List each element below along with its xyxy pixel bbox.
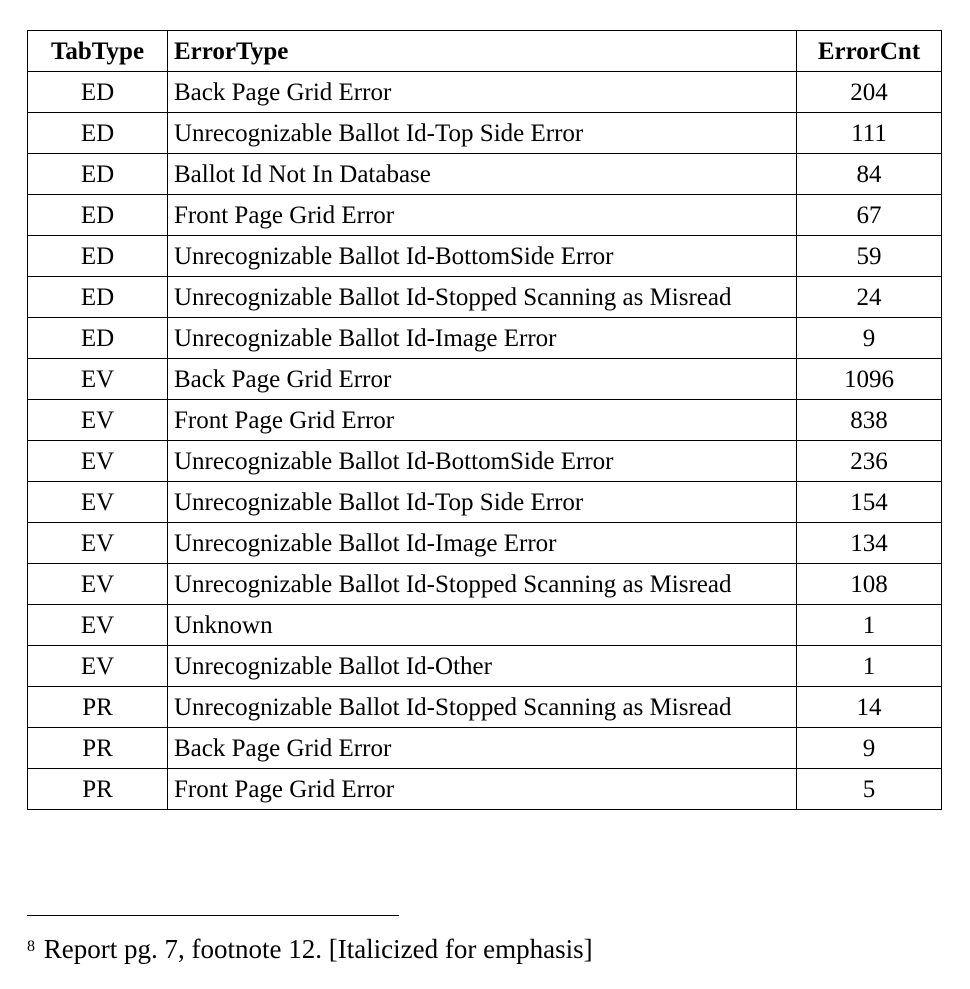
cell-error-cnt: 236 (797, 441, 942, 482)
table-row (28, 728, 942, 769)
cell-error-type: Unrecognizable Ballot Id-Other (168, 646, 797, 687)
table-row (28, 769, 942, 810)
cell-error-cnt: 108 (797, 564, 942, 605)
cell-error-type: Back Page Grid Error (168, 359, 797, 400)
cell-tab-type: PR (28, 769, 168, 810)
cell-error-type: Unrecognizable Ballot Id-Stopped Scanning as Misread (168, 687, 797, 728)
cell-error-cnt: 59 (797, 236, 942, 277)
cell-error-cnt: 838 (797, 400, 942, 441)
table-row (28, 318, 942, 359)
cell-tab-type: EV (28, 359, 168, 400)
cell-error-type: Back Page Grid Error (168, 72, 797, 113)
footnote-divider (27, 915, 399, 916)
cell-error-cnt: 1 (797, 646, 942, 687)
cell-tab-type: EV (28, 605, 168, 646)
table-row (28, 441, 942, 482)
table-body (28, 72, 942, 810)
cell-error-type: Front Page Grid Error (168, 769, 797, 810)
cell-tab-type: ED (28, 113, 168, 154)
table-row (28, 564, 942, 605)
cell-error-cnt: 5 (797, 769, 942, 810)
header-tab-type: TabType (28, 31, 168, 72)
cell-error-type: Unrecognizable Ballot Id-Image Error (168, 523, 797, 564)
table-row (28, 605, 942, 646)
cell-tab-type: PR (28, 687, 168, 728)
cell-error-cnt: 154 (797, 482, 942, 523)
table-row (28, 277, 942, 318)
table-row (28, 359, 942, 400)
cell-error-type: Front Page Grid Error (168, 400, 797, 441)
header-error-type: ErrorType (168, 31, 797, 72)
cell-tab-type: EV (28, 564, 168, 605)
cell-error-cnt: 84 (797, 154, 942, 195)
cell-tab-type: EV (28, 441, 168, 482)
cell-error-type: Front Page Grid Error (168, 195, 797, 236)
cell-tab-type: ED (28, 72, 168, 113)
table-row (28, 72, 942, 113)
cell-tab-type: EV (28, 482, 168, 523)
cell-tab-type: PR (28, 728, 168, 769)
cell-error-cnt: 24 (797, 277, 942, 318)
header-error-cnt: ErrorCnt (797, 31, 942, 72)
cell-error-cnt: 9 (797, 318, 942, 359)
footnote-text: Report pg. 7, footnote 12. [Italicized for emphasis] (43, 934, 593, 964)
cell-error-type: Unrecognizable Ballot Id-Top Side Error (168, 482, 797, 523)
table-row (28, 113, 942, 154)
cell-error-type: Unrecognizable Ballot Id-BottomSide Error (168, 236, 797, 277)
table-row (28, 482, 942, 523)
cell-tab-type: EV (28, 400, 168, 441)
cell-tab-type: ED (28, 154, 168, 195)
cell-error-cnt: 9 (797, 728, 942, 769)
error-count-table (27, 30, 942, 810)
cell-error-type: Unknown (168, 605, 797, 646)
cell-error-type: Unrecognizable Ballot Id-Image Error (168, 318, 797, 359)
cell-error-cnt: 67 (797, 195, 942, 236)
cell-error-type: Ballot Id Not In Database (168, 154, 797, 195)
cell-error-type: Unrecognizable Ballot Id-Stopped Scanning as Misread (168, 564, 797, 605)
table-row (28, 687, 942, 728)
cell-tab-type: ED (28, 236, 168, 277)
cell-error-cnt: 1 (797, 605, 942, 646)
cell-error-cnt: 1096 (797, 359, 942, 400)
cell-error-type: Back Page Grid Error (168, 728, 797, 769)
footnote-marker: 8 (27, 938, 35, 955)
cell-error-type: Unrecognizable Ballot Id-BottomSide Error (168, 441, 797, 482)
table-row (28, 400, 942, 441)
cell-tab-type: EV (28, 523, 168, 564)
table-row (28, 523, 942, 564)
cell-error-type: Unrecognizable Ballot Id-Top Side Error (168, 113, 797, 154)
cell-tab-type: ED (28, 195, 168, 236)
cell-error-cnt: 204 (797, 72, 942, 113)
cell-error-cnt: 111 (797, 113, 942, 154)
table-row (28, 195, 942, 236)
table-row (28, 236, 942, 277)
footnote (27, 932, 593, 966)
cell-error-cnt: 14 (797, 687, 942, 728)
table-header-row (28, 31, 942, 72)
cell-tab-type: ED (28, 277, 168, 318)
cell-error-type: Unrecognizable Ballot Id-Stopped Scanning as Misread (168, 277, 797, 318)
table-row (28, 154, 942, 195)
cell-tab-type: ED (28, 318, 168, 359)
cell-error-cnt: 134 (797, 523, 942, 564)
cell-tab-type: EV (28, 646, 168, 687)
table-row (28, 646, 942, 687)
